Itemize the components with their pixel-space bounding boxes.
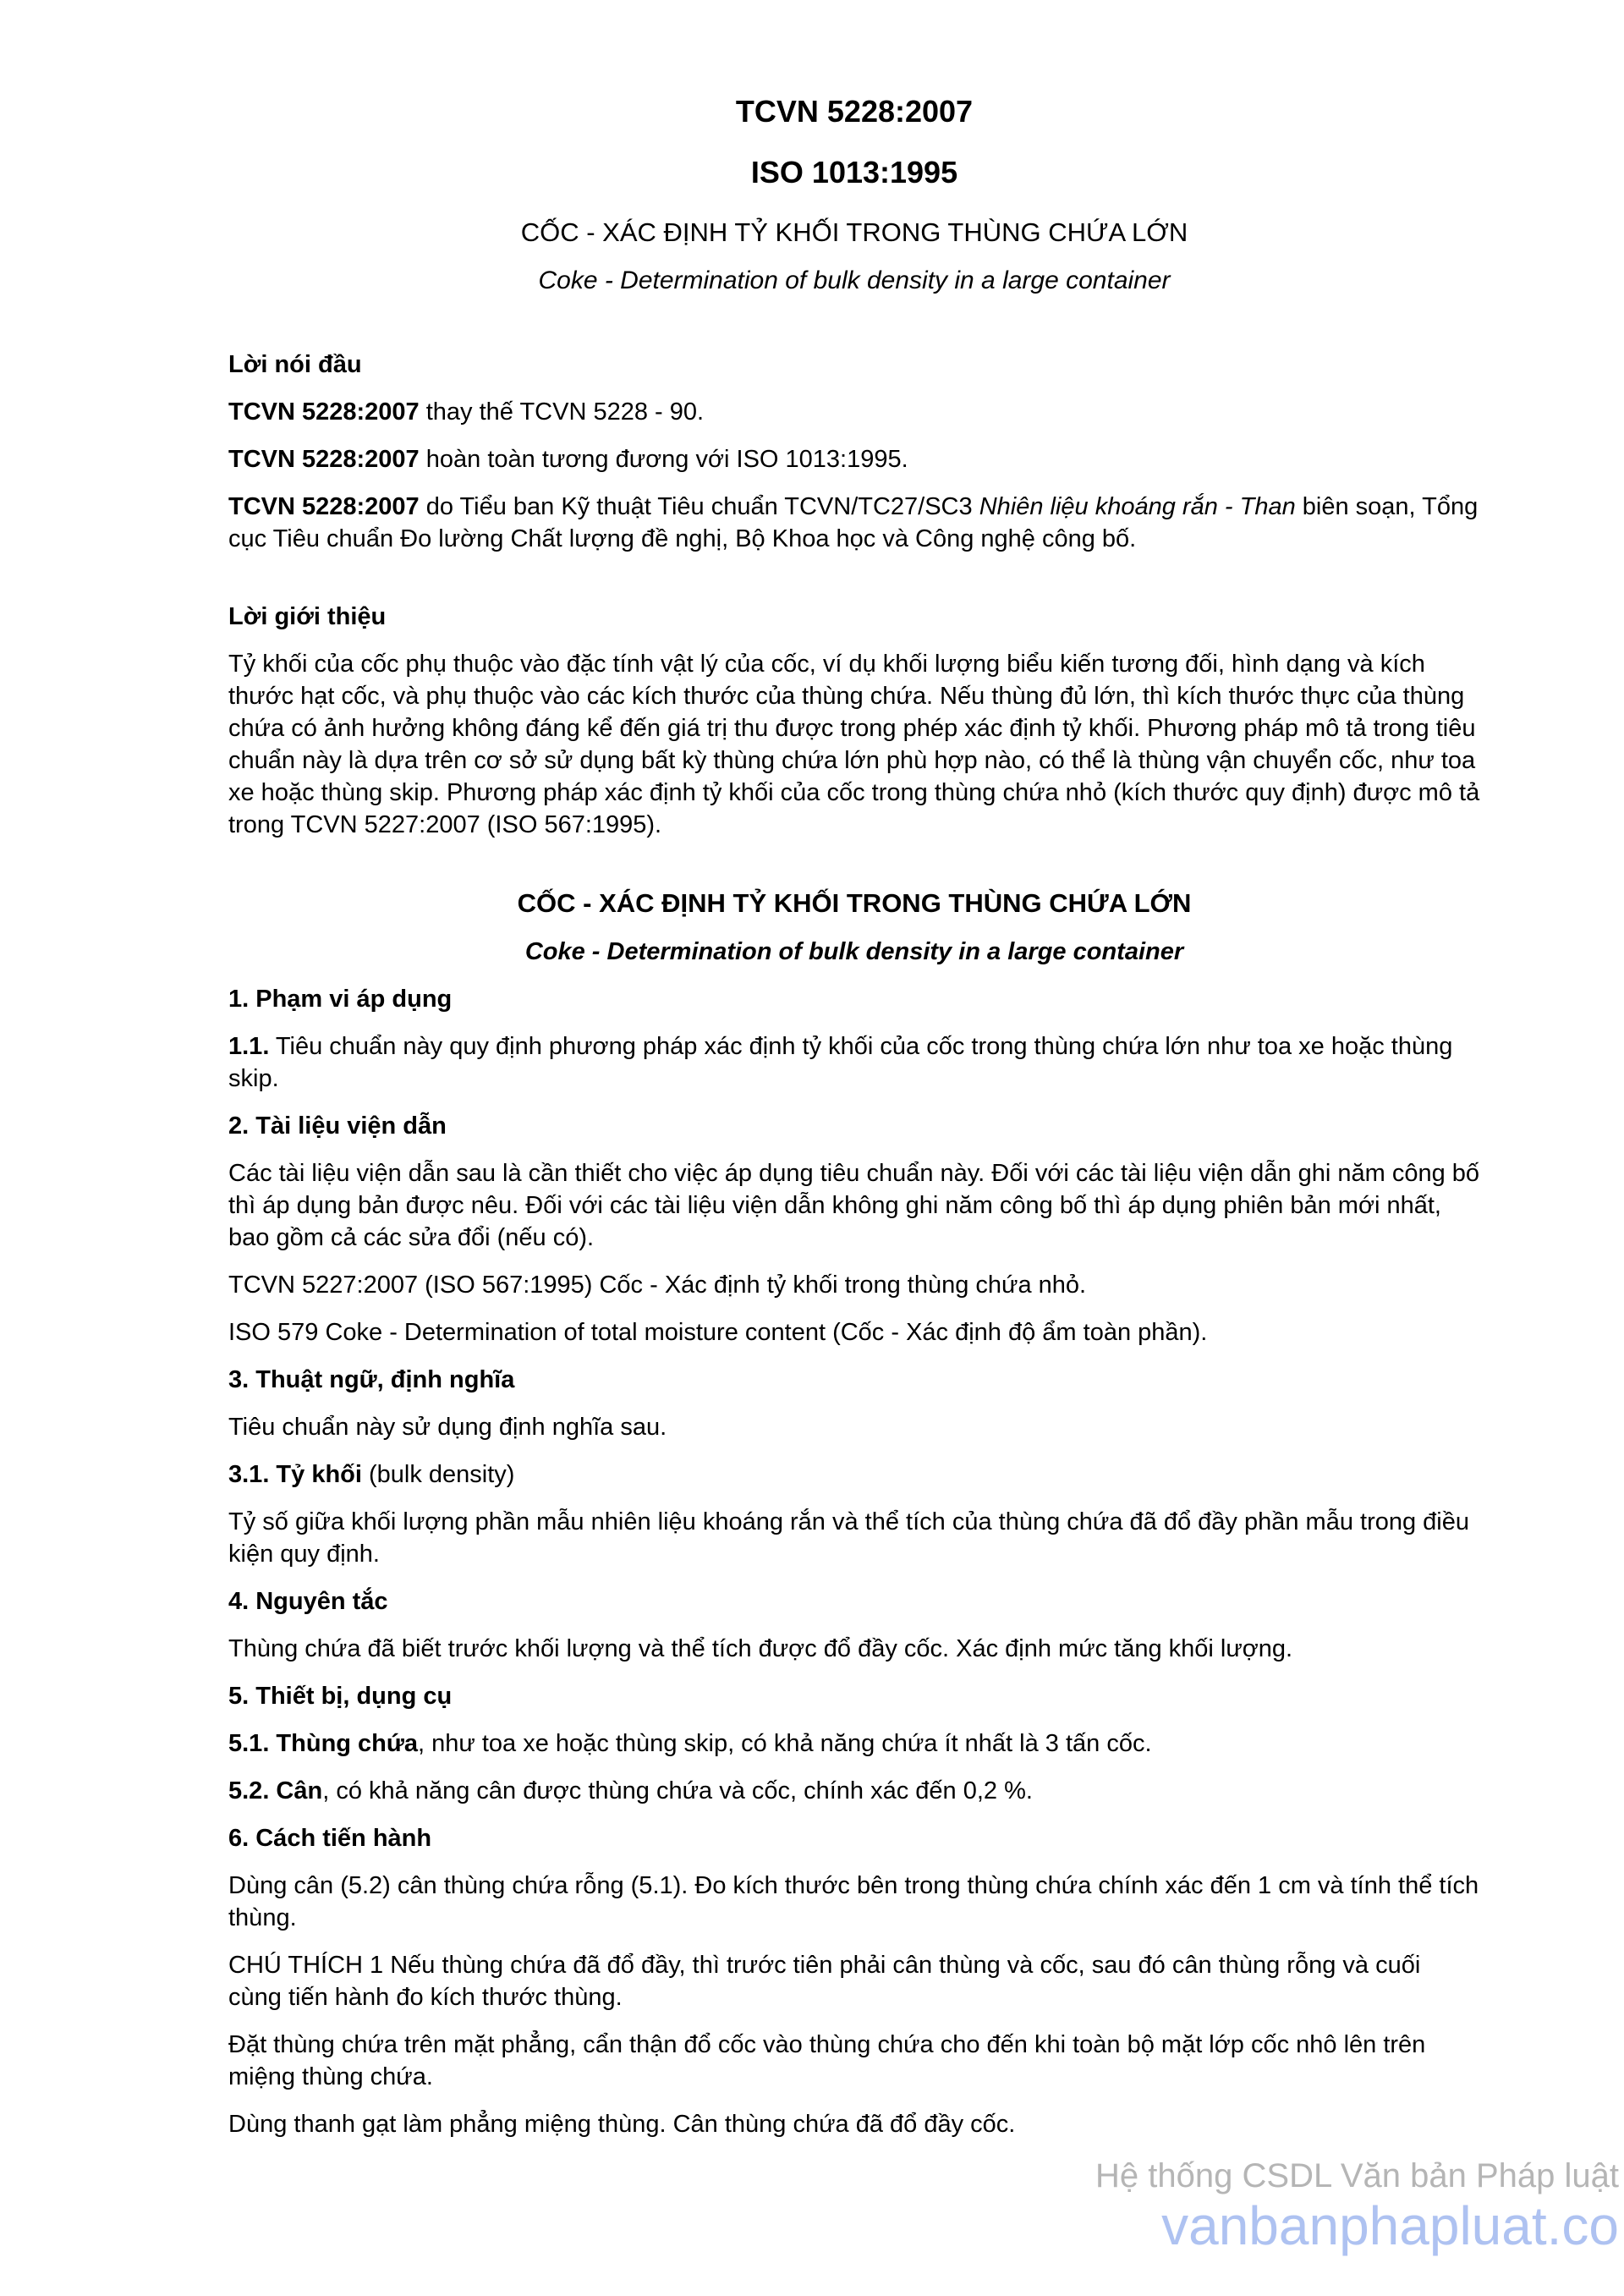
clause-label: 1.1.: [228, 1033, 270, 1060]
introduction-paragraph: Tỷ khối của cốc phụ thuộc vào đặc tính vật lý của cốc, ví dụ khối lượng biểu kiến tương đối, hình dạng và kích thước hạt cốc, và phụ thuộc vào các kích thước của thùng chứa. Nếu thùng đủ lớn, thì kích thước thực của thùng chứa có ảnh hưởng không đáng kể đến giá trị thu được trong phép xác định tỷ khối. Phương pháp mô tả trong tiêu chuẩn này là dựa trên cơ sở sử dụng bất kỳ thùng chứa lớn phù hợp nào, có thể là thùng vận chuyển cốc, như toa xe hoặc thùng skip. Phương pháp xác định tỷ khối của cốc trong thùng chứa nhỏ (kích thước quy định) được mô tả trong TCVN 5227:2007 (ISO 567:1995).: [228, 651, 1480, 838]
standard-number-bold: TCVN 5228:2007: [228, 446, 420, 473]
section-2-reference-2: ISO 579 Coke - Determination of total moisture content (Cốc - Xác định độ ẩm toàn phần).: [228, 1319, 1208, 1346]
foreword-paragraph-1-text: thay thế TCVN 5228 - 90.: [419, 398, 705, 426]
section-6-heading: 6. Cách tiến hành: [228, 1825, 432, 1852]
standard-number-bold: TCVN 5228:2007: [228, 493, 420, 520]
section-3-definition: Tỷ số giữa khối lượng phần mẫu nhiên liệu khoáng rắn và thể tích của thùng chứa đã đổ đầy phần mẫu trong điều kiện quy định.: [228, 1508, 1469, 1568]
foreword-paragraph-1: [228, 396, 1480, 428]
standard-number-bold: TCVN 5228:2007: [228, 398, 420, 426]
section-3-1-term: [228, 1458, 1480, 1491]
main-title-vi: CỐC - XÁC ĐỊNH TỶ KHỐI TRONG THÙNG CHỨA LỚN: [517, 888, 1192, 918]
committee-subject-italic: Nhiên liệu khoáng rắn - Than: [979, 493, 1296, 520]
equipment-label: 5.1. Thùng chứa: [228, 1730, 419, 1757]
section-1-1-paragraph: [228, 1030, 1480, 1095]
section-6-paragraph-1: Dùng cân (5.2) cân thùng chứa rỗng (5.1). Đo kích thước bên trong thùng chứa chính xác đến 1 cm và tính thể tích thùng.: [228, 1872, 1479, 1931]
section-6-paragraph-2: Đặt thùng chứa trên mặt phẳng, cẩn thận đổ cốc vào thùng chứa cho đến khi toàn bộ mặt lớp cốc nhô lên trên miệng thùng chứa.: [228, 2031, 1426, 2090]
equipment-label: 5.2. Cân: [228, 1777, 323, 1804]
document-title-line1: TCVN 5228:2007: [735, 94, 974, 129]
section-1-heading: 1. Phạm vi áp dụng: [228, 986, 453, 1013]
document-title-line2: ISO 1013:1995: [750, 155, 958, 190]
equipment-text: , có khả năng cân được thùng chứa và cốc, chính xác đến 0,2 %.: [322, 1777, 1033, 1804]
term-english: (bulk density): [361, 1461, 515, 1488]
section-4-heading: 4. Nguyên tắc: [228, 1588, 388, 1615]
foreword-paragraph-3-text2: biên soạn, Tổng cục Tiêu chuẩn Đo lường Chất lượng đề nghị, Bộ Khoa học và Công nghệ công bố.: [228, 493, 1479, 552]
section-5-2-item: [228, 1775, 1480, 1807]
watermark-site-url: vanbanphapluat.co: [1161, 2195, 1619, 2256]
section-2-paragraph-1: Các tài liệu viện dẫn sau là cần thiết cho việc áp dụng tiêu chuẩn này. Đối với các tài liệu viện dẫn ghi năm công bố thì áp dụng bản được nêu. Đối với các tài liệu viện dẫn không ghi năm công bố thì áp dụng phiên bản mới nhất, bao gồm cả các sửa đổi (nếu có).: [228, 1160, 1480, 1251]
document-subtitle-en: Coke - Determination of bulk density in a large container: [538, 266, 1171, 294]
section-2-reference-1: TCVN 5227:2007 (ISO 567:1995) Cốc - Xác định tỷ khối trong thùng chứa nhỏ.: [228, 1272, 1087, 1299]
section-4-paragraph: Thùng chứa đã biết trước khối lượng và thể tích được đổ đầy cốc. Xác định mức tăng khối lượng.: [228, 1635, 1293, 1662]
document-subtitle-vi: CỐC - XÁC ĐỊNH TỶ KHỐI TRONG THÙNG CHỨA LỚN: [520, 217, 1188, 247]
main-title-en: Coke - Determination of bulk density in a large container: [524, 938, 1184, 965]
section-6-note-1: CHÚ THÍCH 1 Nếu thùng chứa đã đổ đầy, thì trước tiên phải cân thùng và cốc, sau đó cân thùng rỗng và cuối cùng tiến hành đo kích thước thùng.: [228, 1952, 1421, 2011]
clause-text: Tiêu chuẩn này quy định phương pháp xác định tỷ khối của cốc trong thùng chứa lớn như toa xe hoặc thùng skip.: [228, 1033, 1453, 1092]
section-3-heading: 3. Thuật ngữ, định nghĩa: [228, 1366, 515, 1393]
section-5-heading: 5. Thiết bị, dụng cụ: [228, 1683, 453, 1710]
foreword-paragraph-2: [228, 443, 1480, 475]
watermark: [1095, 2157, 1619, 2255]
introduction-heading: Lời giới thiệu: [228, 603, 387, 630]
section-5-1-item: [228, 1727, 1480, 1760]
foreword-paragraph-3-text1: do Tiểu ban Kỹ thuật Tiêu chuẩn TCVN/TC27/SC3: [419, 493, 979, 520]
foreword-paragraph-2-text: hoàn toàn tương đương với ISO 1013:1995.: [419, 446, 908, 473]
watermark-site-name: Hệ thống CSDL Văn bản Pháp luật: [1095, 2157, 1619, 2194]
section-6-paragraph-3: Dùng thanh gạt làm phẳng miệng thùng. Cân thùng chứa đã đổ đầy cốc.: [228, 2111, 1016, 2138]
foreword-heading: Lời nói đầu: [228, 351, 362, 378]
section-3-paragraph-1: Tiêu chuẩn này sử dụng định nghĩa sau.: [228, 1414, 667, 1441]
foreword-paragraph-3: [228, 491, 1480, 555]
equipment-text: , như toa xe hoặc thùng skip, có khả năng chứa ít nhất là 3 tấn cốc.: [418, 1730, 1152, 1757]
section-2-heading: 2. Tài liệu viện dẫn: [228, 1112, 447, 1140]
term-label: 3.1. Tỷ khối: [228, 1461, 362, 1488]
